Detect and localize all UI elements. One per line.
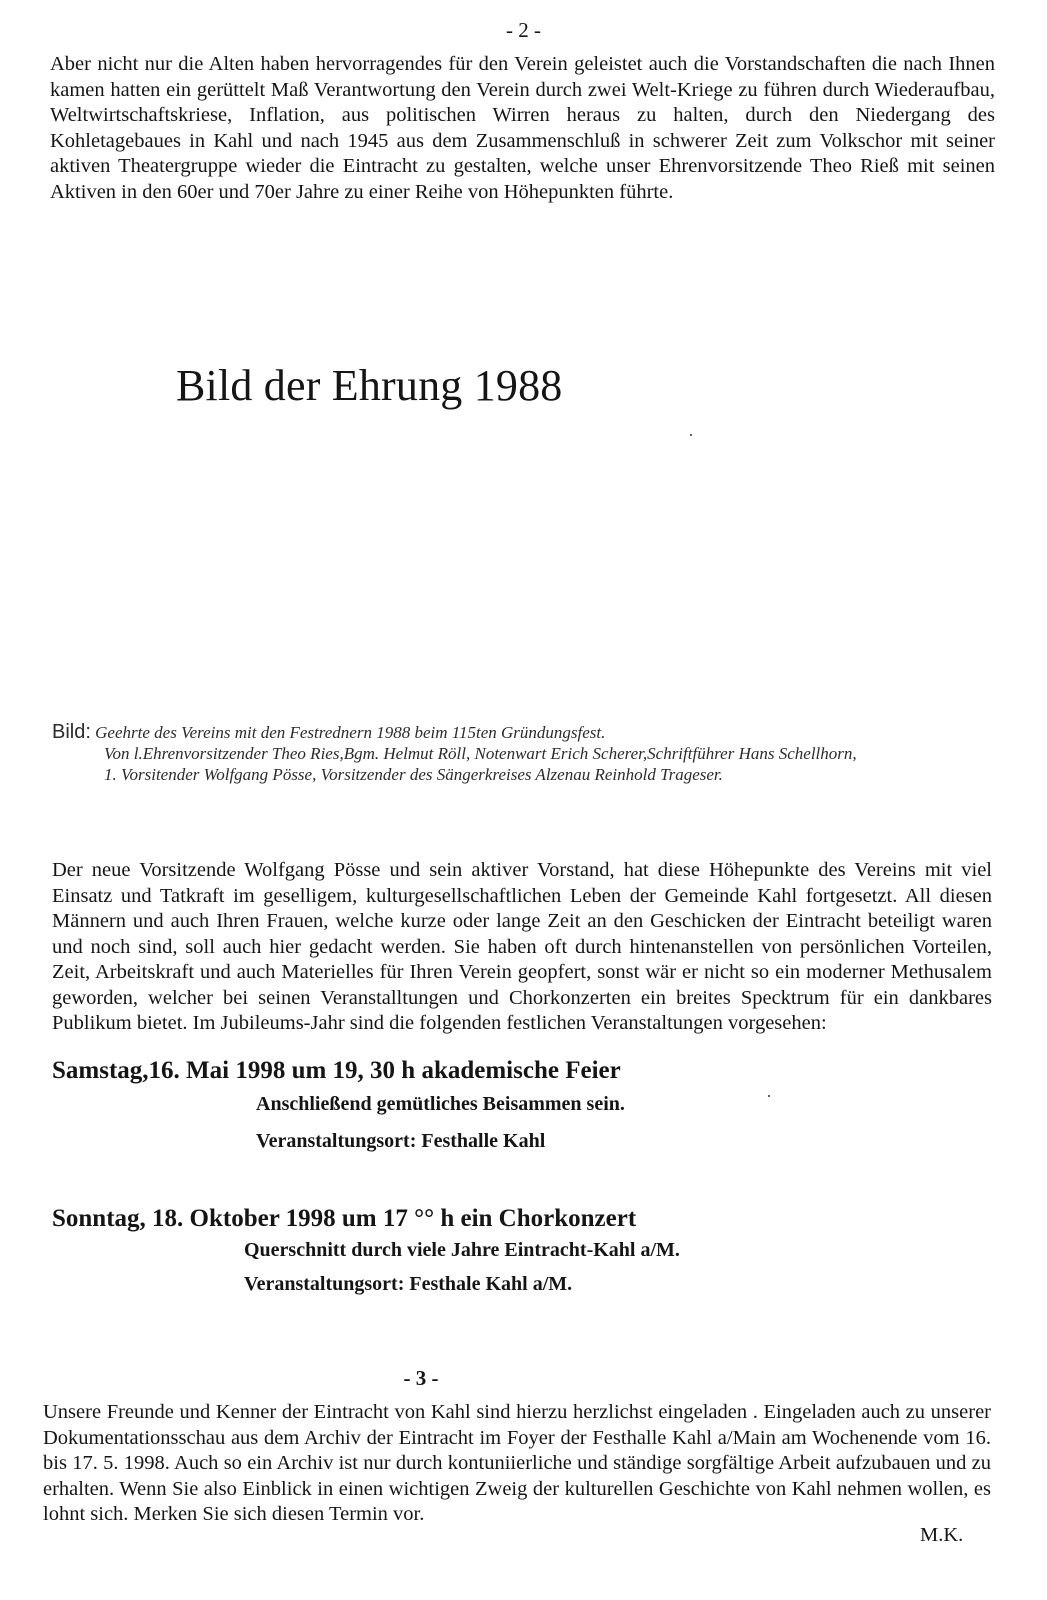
page-number-bottom: - 3 -	[403, 1366, 439, 1390]
author-initials: M.K.	[920, 1524, 964, 1546]
photo-caption	[52, 722, 1012, 785]
invitation-paragraph: Unsere Freunde und Kenner der Eintracht von Kahl sind hierzu herzlichst eingeladen . Eingeladen auch zu unserer Dokumentationsschau aus dem Archiv der Eintracht im Foyer der Festhalle Kahl a/Main am Wochenende vom 16. bis 17. 5. 1998. Auch so ein Archiv ist nur durch kontuniierliche und ständige sorgfältige Arbeit aufzubauen und zu erhalten. Wenn Sie also Einblick in einen wichtigen Zweig der kulturellen Geschichte von Kahl nehmen wollen, es lohnt sich. Merken Sie sich diesen Termin vor.	[43, 1401, 991, 1525]
event-2-detail: Querschnitt durch viele Jahre Eintracht-Kahl a/M.	[244, 1239, 680, 1261]
caption-label: Bild:	[52, 721, 91, 743]
photo-placeholder-title: Bild der Ehrung 1988	[176, 361, 563, 410]
caption-line-2: Von l.Ehrenvorsitzender Theo Ries,Bgm. Helmut Röll, Notenwart Erich Scherer,Schriftführer Hans Schellhorn,	[104, 744, 857, 763]
event-2-heading: Sonntag, 18. Oktober 1998 um 17 °° h ein Chorkonzert	[52, 1205, 637, 1232]
event-1-detail: Anschließend gemütliches Beisammen sein.	[256, 1093, 625, 1115]
board-paragraph: Der neue Vorsitzende Wolfgang Pösse und sein aktiver Vorstand, hat diese Höhepunkte des Vereins mit viel Einsatz und Tatkraft im geselligem, kulturgesellschaftlichen Leben der Gemeinde Kahl fortgesetzt. All diesen Männern und auch Ihren Frauen, welche kurze oder lange Zeit an den Geschicken der Eintracht beteiligt waren und noch sind, soll auch hier gedacht werden. Sie haben oft durch hintenanstellen von persönlichen Vorteilen, Zeit, Arbeitskraft und auch Materielles für Ihren Verein geopfert, sonst wär er nicht so ein moderner Methusalem geworden, welcher bei seinen Veranstalltungen und Chorkonzerten ein breites Specktrum für ein dankbares Publikum bietet. Im Jubileums-Jahr sind die folgenden festlichen Veranstaltungen vorgesehen:	[52, 859, 992, 1034]
caption-line-1	[52, 722, 1012, 743]
event-1-venue: Veranstaltungsort: Festhalle Kahl	[256, 1130, 546, 1152]
event-1-heading: Samstag,16. Mai 1998 um 19, 30 h akademische Feier	[52, 1057, 621, 1084]
scan-speck	[768, 1095, 770, 1097]
scan-speck	[690, 434, 692, 436]
page-number-top: - 2 -	[506, 18, 541, 42]
caption-line-3: 1. Vorsitender Wolfgang Pösse, Vorsitzender des Sängerkreises Alzenau Reinhold Trageser.	[104, 765, 723, 784]
caption-text-1: Geehrte des Vereins mit den Festrednern 1988 beim 115ten Gründungsfest.	[95, 723, 606, 742]
event-2-venue: Veranstaltungsort: Festhale Kahl a/M.	[244, 1273, 573, 1295]
history-paragraph: Aber nicht nur die Alten haben hervorragendes für den Verein geleistet auch die Vorstandschaften die nach Ihnen kamen hatten ein gerüttelt Maß Verantwortung den Verein durch zwei Welt-Kriege zu führen durch Wiederaufbau, Weltwirtschaftskriese, Inflation, aus politischen Wirren heraus zu halten, durch den Niedergang des Kohletagebaues in Kahl und nach 1945 aus dem Zusammenschluß in schwerer Zeit zum Volkschor mit seiner aktiven Theatergruppe wieder die Eintracht zu gestalten, welche unser Ehrenvorsitzende Theo Rieß mit seinen Aktiven in den 60er und 70er Jahre zu einer Reihe von Höhepunkten führte.	[50, 53, 995, 203]
